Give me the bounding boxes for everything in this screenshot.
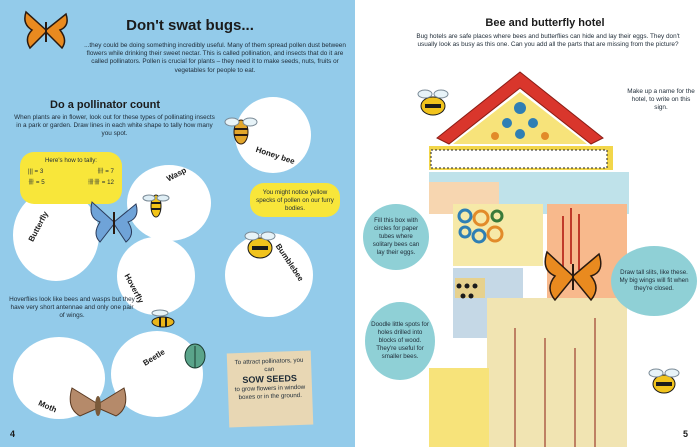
label-bumblebee: Bumblebee [273,242,306,283]
page-title: Don't swat bugs... [126,17,254,34]
bumblebee-icon [242,228,278,262]
label-hoverfly: Hoverfly [122,272,146,305]
label-beetle: Beetle [141,347,167,368]
seeds-note [227,351,314,428]
bug-hotel-illustration [395,68,645,447]
hotel-intro: Bug hotels are safe places where bees and butterflies can hide and lay their eggs. They don't usually look as busy as this one. Can you add all the parts that are missing from the picture? [416,33,680,49]
tally-row1-b: 卌 = 7 [97,168,114,175]
wasp-icon [142,188,170,220]
blue-butterfly-icon [86,196,142,248]
tally-row2-a: 卌 = 5 [28,179,45,186]
tally-row2-b: 卌卌 = 12 [87,179,114,186]
sign-note: Make up a name for the hotel, to write on this sign. [627,88,695,112]
seeds-line2: to grow flowers in window boxes or in the ground. [234,383,306,402]
corner-bee-icon [647,366,681,398]
hotel-bee-icon [415,86,451,120]
hotel-title: Bee and butterfly hotel [485,17,605,29]
right-page [355,0,700,447]
spots-note: Doodle little spots for holes drilled into blocks of wood. They're useful for smaller bees. [365,302,435,380]
moth-icon [66,380,130,426]
label-moth: Moth [36,398,59,415]
tally-heading: Here's how to tally: [44,157,98,164]
label-honey-bee: Honey bee [254,144,296,167]
count-title: Do a pollinator count [50,99,160,111]
hoverfly-note: Hoverflies look like bees and wasps but they have very short antennae and only one pair of wings. [9,296,135,320]
tally-row1-a: ||| = 3 [28,168,44,175]
hotel-monarch-butterfly-icon [541,246,605,306]
label-butterfly: Butterfly [26,209,51,244]
box-note: Fill this box with circles for paper tubes where solitary bees can lay their eggs. [363,204,429,270]
seeds-line1: To attract pollinators, you can [234,356,304,374]
label-wasp: Wasp [165,165,188,184]
page-number-right: 5 [682,429,688,439]
beetle-icon [178,340,212,370]
intro-text: ...they could be doing something incredibly useful. Many of them spread pollen dust between flowers while drinking their sweet nectar. This is called pollination, and insects that do it are called pollinators. Pollen is crucial for plants – they need it to make seeds, nuts, fruits or vegetables for people to eat. [84,42,346,74]
seeds-bold: SOW SEEDS [242,373,298,385]
slits-note: Draw tall slits, like these. My big wings will fit when they're closed. [611,246,697,316]
pollen-note: You might notice yellow specks of pollen on our furry bodies. [250,183,340,217]
monarch-butterfly-icon [22,8,70,52]
page-number-left: 4 [10,429,16,439]
honey-bee-icon [224,112,258,148]
hoverfly-icon [146,306,180,334]
count-body: When plants are in flower, look out for these types of pollinating insects in a park or garden. Draw lines in each white shape to tally how many you spot. [14,114,215,138]
